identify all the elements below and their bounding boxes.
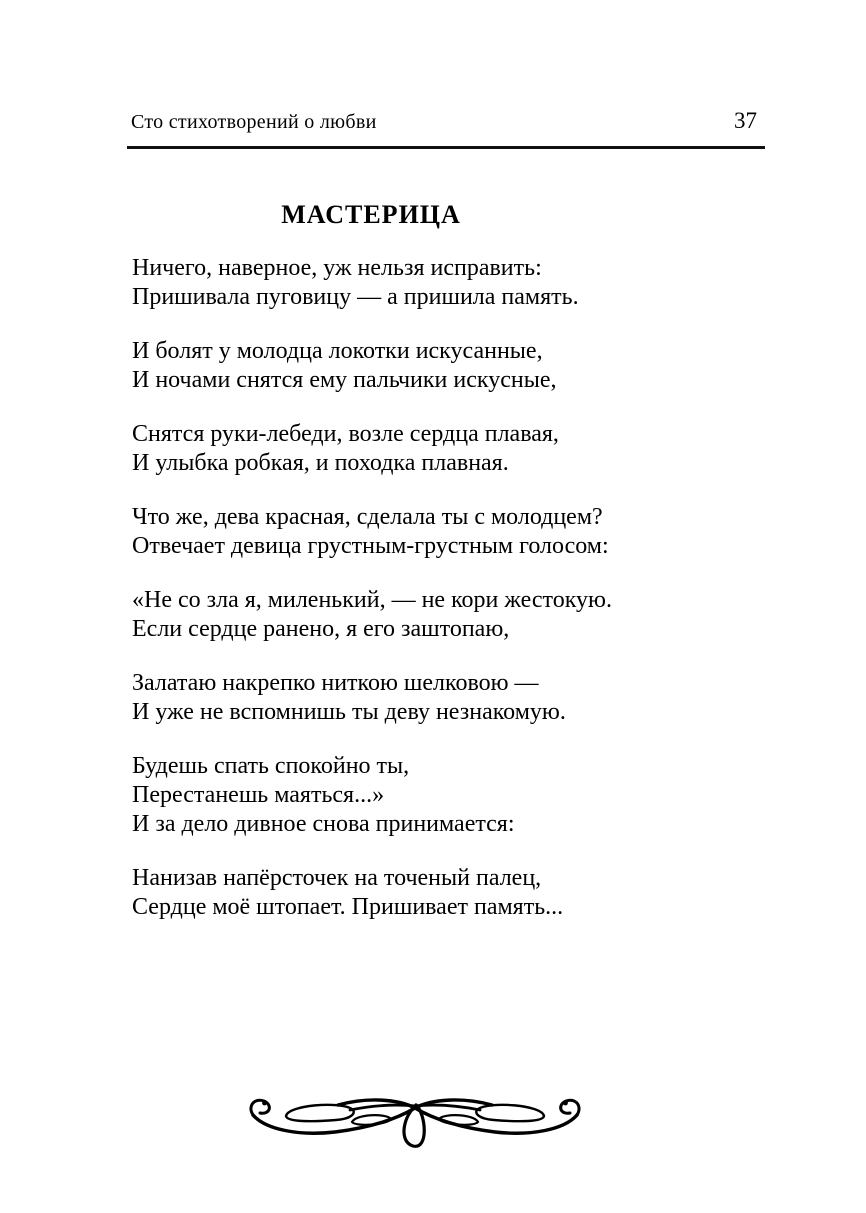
poem-line: И болят у молодца локотки искусанные,: [132, 338, 543, 364]
poem-line: Отвечает девица грустным-грустным голосом:: [132, 533, 609, 559]
poem-line: Что же, дева красная, сделала ты с молодцем?: [132, 504, 603, 530]
poem-line: Пришивала пуговицу — а пришила память.: [132, 284, 579, 310]
poem-line: Нанизав напёрсточек на точеный палец,: [132, 865, 542, 891]
poem-line: И за дело дивное снова принимается:: [132, 811, 515, 837]
stanza: [132, 752, 692, 839]
poem-line: Снятся руки-лебеди, возле сердца плавая,: [132, 421, 559, 447]
poem-line: Залатаю накрепко ниткою шелковою —: [132, 670, 539, 696]
stanza: [132, 503, 692, 561]
poem-body: [132, 254, 692, 947]
running-header: [131, 108, 761, 134]
poem-line: Будешь спать спокойно ты,: [132, 753, 410, 779]
poem-line: И уже не вспомнишь ты деву незнакомую.: [132, 699, 566, 725]
stanza: [132, 586, 692, 644]
flourish-ornament-icon: [240, 1092, 590, 1154]
stanza: [132, 337, 692, 395]
running-title: Сто стихотворений о любви: [131, 111, 377, 133]
page-number: 37: [734, 108, 757, 133]
header-rule-divider: [127, 146, 765, 149]
poem-line: «Не со зла я, миленький, — не кори жестокую.: [132, 587, 612, 613]
poem-line: Перестанешь маяться...»: [132, 782, 385, 808]
poem-title: МАСТЕРИЦА: [281, 200, 461, 229]
stanza: [132, 420, 692, 478]
stanza: [132, 254, 692, 312]
poem-line: Если сердце ранено, я его заштопаю,: [132, 616, 510, 642]
poem-line: И улыбка робкая, и походка плавная.: [132, 450, 509, 476]
poem-line: Ничего, наверное, уж нельзя исправить:: [132, 255, 542, 281]
stanza: [132, 864, 692, 922]
poem-line: Сердце моё штопает. Пришивает память...: [132, 894, 564, 920]
stanza: [132, 669, 692, 727]
poem-line: И ночами снятся ему пальчики искусные,: [132, 367, 557, 393]
